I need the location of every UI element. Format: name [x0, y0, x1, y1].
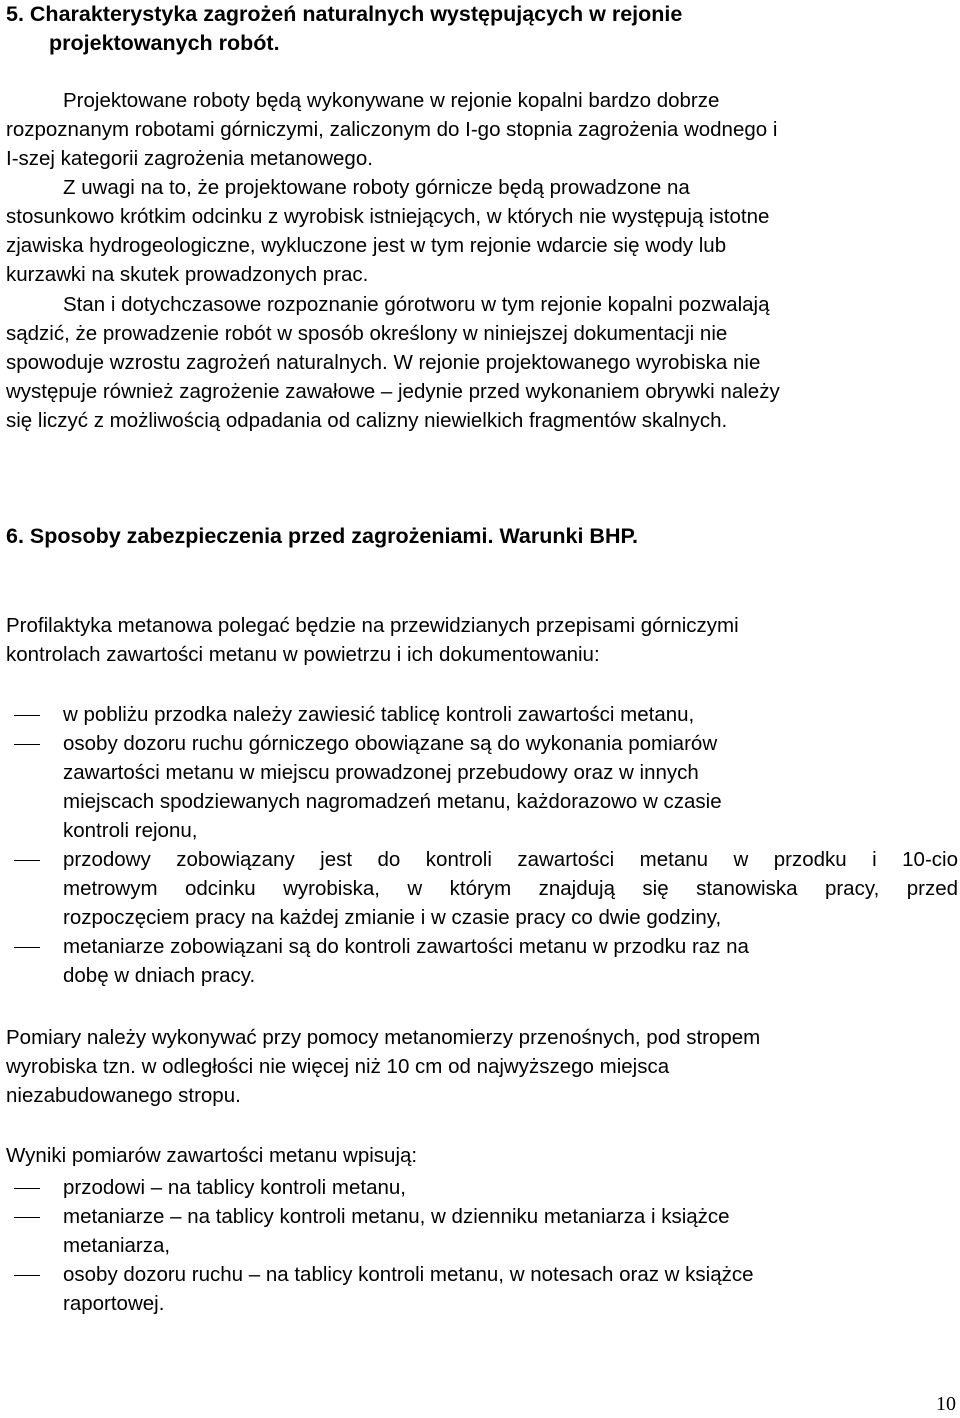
text-line: I-szej kategorii zagrożenia metanowego. — [6, 147, 373, 170]
section-5-heading — [6, 0, 926, 58]
text-line: Z uwagi na to, że projektowane roboty górnicze będą prowadzone na — [63, 176, 690, 199]
heading-line: 5. Charakterystyka zagrożeń naturalnych występujących w rejonie — [6, 2, 683, 26]
paragraph-rock-mass — [6, 290, 956, 435]
text-line: stosunkowo krótkim odcinku z wyrobisk istniejących, w których nie występują istotne — [6, 205, 770, 228]
paragraph-methane-intro — [6, 611, 956, 669]
text-line: spowoduje wzrostu zagrożeń naturalnych. W rejonie projektowanego wyrobiska nie — [6, 351, 761, 374]
text-line: kurzawki na skutek prowadzonych prac. — [6, 263, 369, 286]
text-line: niezabudowanego stropu. — [6, 1084, 241, 1107]
list-item: przodowy zobowiązany jest do kontroli zawartości metanu w przodku i 10-cio metrowym odcinku wyrobiska, w którym znajdują się stanowiska pracy, przed rozpoczęciem pracy na każdej zmianie i w czasie pracy co dwie godziny, — [63, 848, 958, 929]
heading-line: projektowanych robót. — [49, 31, 280, 55]
methane-control-list — [12, 700, 958, 990]
page-number: 10 — [936, 1393, 956, 1415]
section-6-heading: 6. Sposoby zabezpieczenia przed zagrożeniami. Warunki BHP. — [6, 524, 639, 548]
text-line: Profilaktyka metanowa polegać będzie na przewidzianych przepisami górniczymi — [6, 614, 739, 637]
text-line: rozpoznanym robotami górniczymi, zaliczonym do I-go stopnia zagrożenia wodnego i — [6, 118, 778, 141]
list-item: osoby dozoru ruchu górniczego obowiązane są do wykonania pomiarów zawartości metanu w miejscu prowadzonej przebudowy oraz w innych miejscach spodziewanych nagromadzeń metanu, każdorazowo w czasie kontroli rejonu, — [63, 732, 722, 842]
paragraph-results-intro: Wyniki pomiarów zawartości metanu wpisują: — [6, 1144, 418, 1167]
text-line: Projektowane roboty będą wykonywane w rejonie kopalni bardzo dobrze — [63, 89, 720, 112]
text-line: Pomiary należy wykonywać przy pomocy metanomierzy przenośnych, pod stropem — [6, 1026, 761, 1049]
paragraph-measurements — [6, 1023, 956, 1110]
paragraph-water-hazard — [6, 173, 956, 289]
text-line: zjawiska hydrogeologiczne, wykluczone jest w tym rejonie wdarcie się wody lub — [6, 234, 727, 257]
list-item: osoby dozoru ruchu – na tablicy kontroli metanu, w notesach oraz w książce raportowej. — [63, 1263, 754, 1315]
text-line: wyrobiska tzn. w odległości nie więcej niż 10 cm od najwyższego miejsca — [6, 1055, 670, 1078]
list-item: metaniarze – na tablicy kontroli metanu, w dzienniku metaniarza i książce metaniarza, — [63, 1205, 730, 1257]
text-line: Stan i dotychczasowe rozpoznanie górotworu w tym rejonie kopalni pozwalają — [63, 293, 770, 316]
text-line: kontrolach zawartości metanu w powietrzu i ich dokumentowaniu: — [6, 643, 600, 666]
text-line: występuje również zagrożenie zawałowe – jedynie przed wykonaniem obrywki należy — [6, 380, 780, 403]
text-line: sądzić, że prowadzenie robót w sposób określony w niniejszej dokumentacji nie — [6, 322, 728, 345]
list-item: metaniarze zobowiązani są do kontroli zawartości metanu w przodku raz na dobę w dniach pracy. — [63, 935, 749, 987]
results-list — [12, 1173, 958, 1318]
list-item: przodowi – na tablicy kontroli metanu, — [63, 1176, 406, 1199]
paragraph-workings — [6, 86, 956, 173]
list-item: w pobliżu przodka należy zawiesić tablicę kontroli zawartości metanu, — [63, 703, 695, 726]
text-line: się liczyć z możliwością odpadania od calizny niewielkich fragmentów skalnych. — [6, 409, 728, 432]
